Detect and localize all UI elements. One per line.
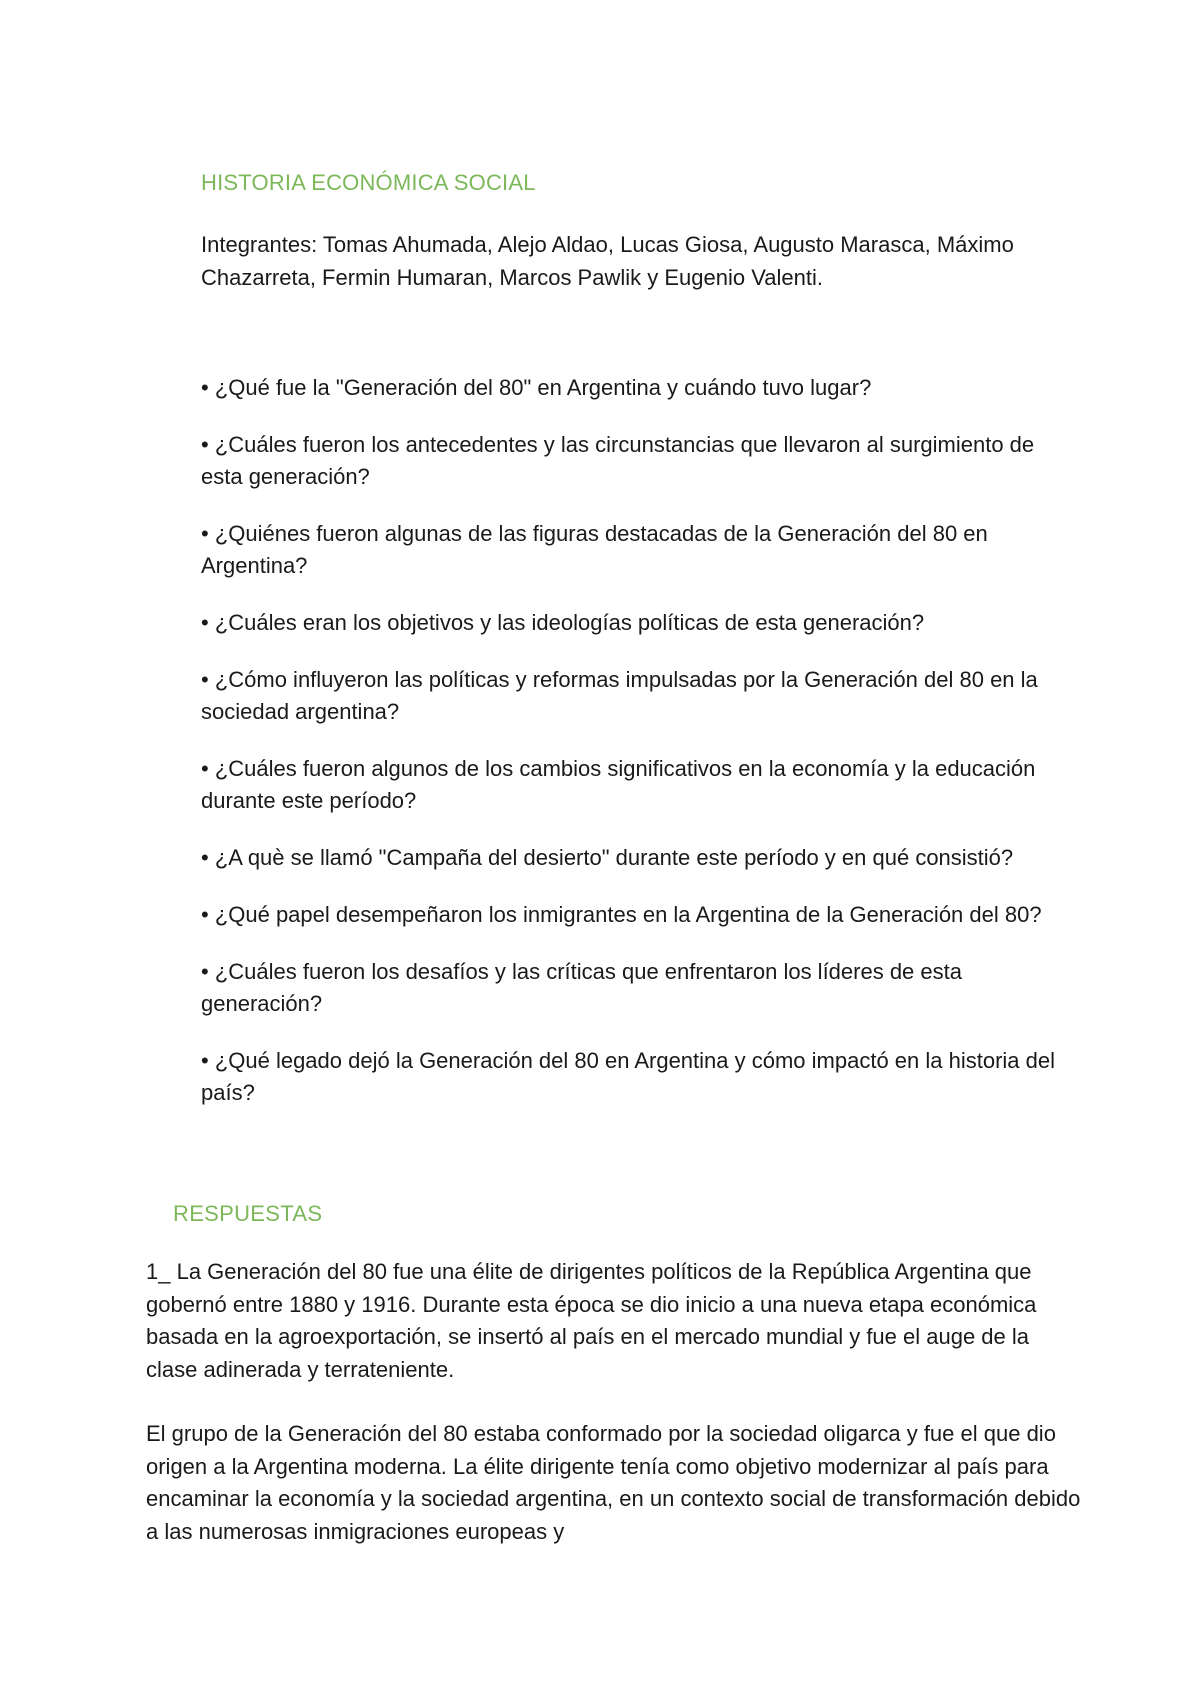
question-item: • ¿Cuáles fueron los desafíos y las críticas que enfrentaron los líderes de esta generación? — [201, 959, 962, 1016]
question-item: • ¿Qué papel desempeñaron los inmigrantes en la Argentina de la Generación del 80? — [201, 902, 1042, 927]
question-item: • ¿Quiénes fueron algunas de las figuras destacadas de la Generación del 80 en Argentina? — [201, 521, 988, 578]
question-item: • ¿Qué legado dejó la Generación del 80 en Argentina y cómo impactó en la historia del país? — [201, 1048, 1056, 1105]
question-item: • ¿Cómo influyeron las políticas y reformas impulsadas por la Generación del 80 en la sociedad argentina? — [201, 667, 1038, 724]
members-paragraph: Integrantes: Tomas Ahumada, Alejo Aldao, Lucas Giosa, Augusto Marasca, Máximo Chazarreta, Fermin Humaran, Marcos Pawlik y Eugenio Valenti. — [201, 232, 1014, 290]
questions-list — [201, 372, 1061, 1134]
question-item: • ¿Cuáles fueron algunos de los cambios significativos en la economía y la educación durante este período? — [201, 756, 1036, 813]
question-item: • ¿Cuáles eran los objetivos y las ideologías políticas de esta generación? — [201, 610, 925, 635]
answer-paragraph: El grupo de la Generación del 80 estaba conformado por la sociedad oligarca y fue el que dio origen a la Argentina moderna. La élite dirigente tenía como objetivo modernizar al país para encaminar la economía y la sociedad argentina, en un contexto social de transformación debido a las numerosas inmigraciones europeas y — [146, 1421, 1081, 1544]
question-item: • ¿Qué fue la "Generación del 80" en Argentina y cuándo tuvo lugar? — [201, 375, 872, 400]
answers-heading: RESPUESTAS — [173, 1201, 323, 1226]
document-title: HISTORIA ECONÓMICA SOCIAL — [201, 170, 536, 195]
question-item: • ¿A què se llamó "Campaña del desierto" durante este período y en qué consistió? — [201, 845, 1014, 870]
answer-paragraph: 1_ La Generación del 80 fue una élite de dirigentes políticos de la República Argentina que gobernó entre 1880 y 1916. Durante esta época se dio inicio a una nueva etapa económica basada en la agroexportación, se insertó al país en el mercado mundial y fue el auge de la clase adinerada y terrateniente. — [146, 1259, 1037, 1382]
question-item: • ¿Cuáles fueron los antecedentes y las circunstancias que llevaron al surgimiento de esta generación? — [201, 432, 1035, 489]
